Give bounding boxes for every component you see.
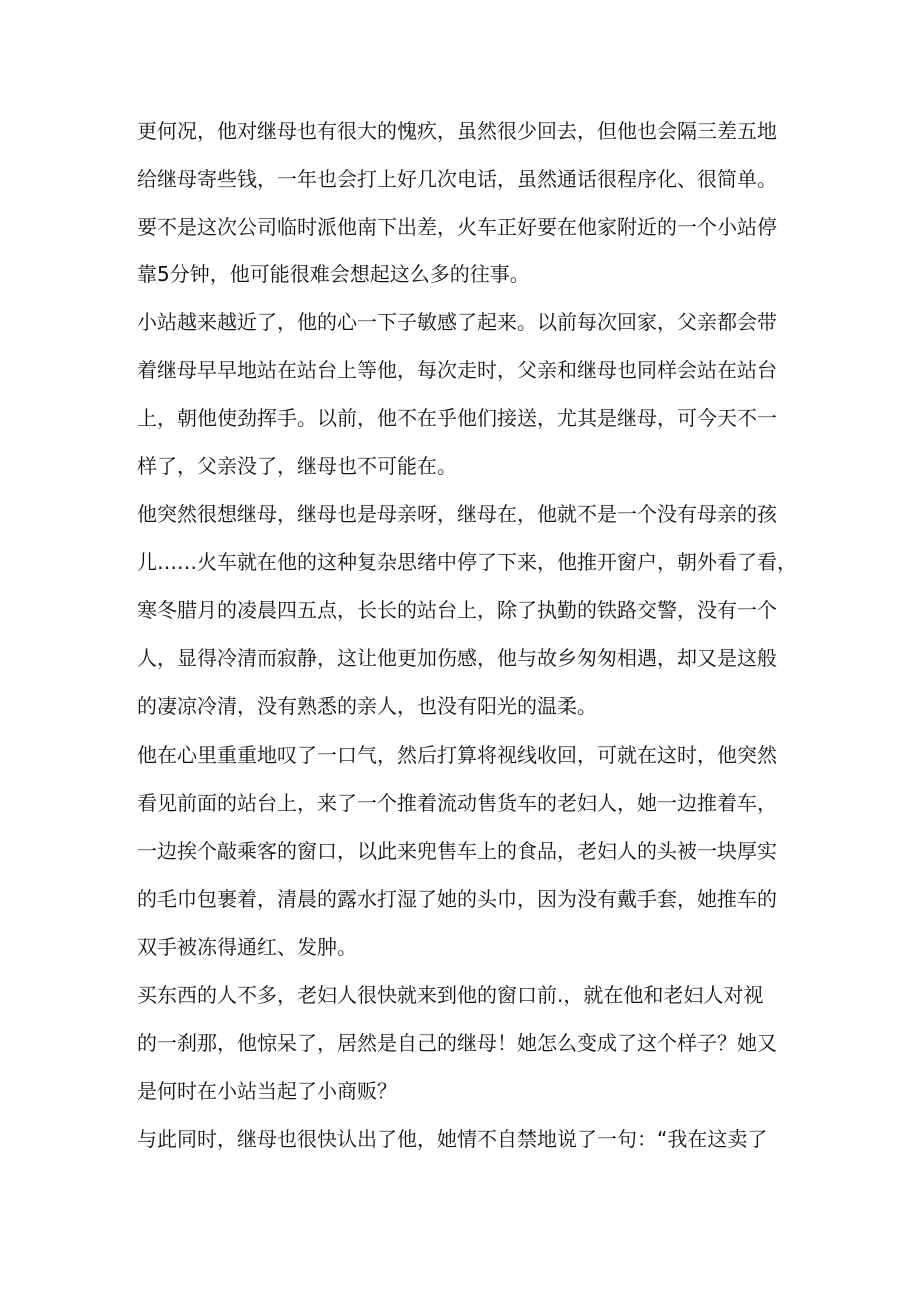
text-line-12: 人，显得冷清而寂静，这让他更加伤感，他与故乡匆匆相遇，却又是这般 [137, 646, 777, 670]
text-line-6: 着继母早早地站在站台上等他，每次走时，父亲和继母也同样会站在站台 [137, 358, 777, 382]
text-line-7: 上，朝他使劲挥手。以前，他不在乎他们接送，尤其是继母，可今天不一 [137, 406, 777, 430]
text-line-14: 他在心里重重地叹了一口气，然后打算将视线收回，可就在这时，他突然 [137, 743, 777, 767]
text-line-10: 儿……火车就在他的这种复杂思绪中停了下来，他推开窗户，朝外看了看， [137, 550, 797, 574]
text-line-17: 的毛巾包裹着，清晨的露水打湿了她的头巾，因为没有戴手套，她推车的 [137, 887, 777, 911]
text-line-5: 小站越来越近了，他的心一下子敏感了起来。以前每次回家，父亲都会带 [137, 310, 777, 334]
text-line-13: 的凄凉冷清，没有熟悉的亲人，也没有阳光的温柔。 [137, 694, 597, 718]
text-line-3: 要不是这次公司临时派他南下出差，火车正好要在他家附近的一个小站停 [137, 215, 777, 239]
text-line-2: 给继母寄些钱，一年也会打上好几次电话，虽然通话很程序化、很简单。 [137, 167, 777, 191]
text-line-8: 样了，父亲没了，继母也不可能在。 [137, 454, 457, 478]
text-line-19: 买东西的人不多，老妇人很快就来到他的窗口前.，就在他和老妇人对视 [137, 983, 764, 1007]
text-line-15: 看见前面的站台上，来了一个推着流动售货车的老妇人，她一边推着车， [137, 791, 777, 815]
text-line-11: 寒冬腊月的凌晨四五点，长长的站台上，除了执勤的铁路交警，没有一个 [137, 598, 777, 622]
text-line-18: 双手被冻得通红、发肿。 [137, 935, 357, 959]
text-line-1: 更何况，他对继母也有很大的愧疚，虽然很少回去，但他也会隔三差五地 [137, 119, 777, 143]
text-line-22: 与此同时，继母也很快认出了他，她情不自禁地说了一句：“我在这卖了 [137, 1127, 768, 1151]
text-line-20: 的一刹那，他惊呆了，居然是自己的继母！她怎么变成了这个样子？她又 [137, 1031, 777, 1055]
text-line-4: 靠5分钟，他可能很难会想起这么多的往事。 [137, 262, 530, 286]
text-line-21: 是何时在小站当起了小商贩？ [137, 1079, 397, 1103]
text-line-9: 他突然很想继母，继母也是母亲呀，继母在，他就不是一个没有母亲的孩 [137, 502, 777, 526]
text-line-16: 一边挨个敲乘客的窗口，以此来兜售车上的食品，老妇人的头被一块厚实 [137, 839, 777, 863]
